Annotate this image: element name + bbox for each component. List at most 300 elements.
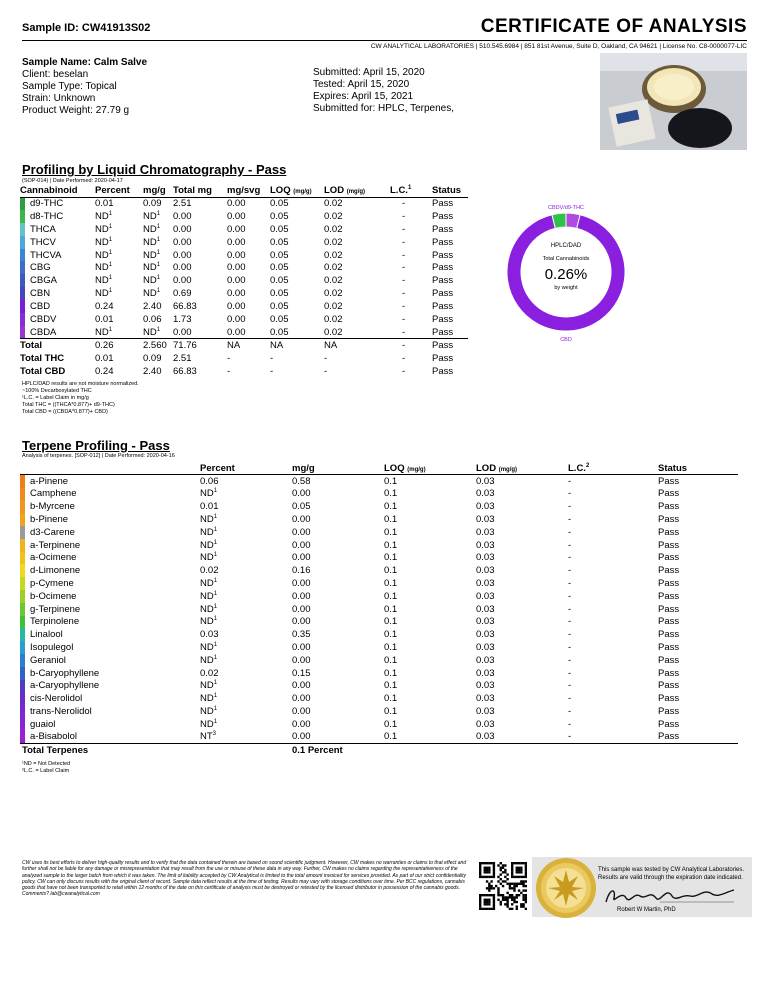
lc: - <box>568 526 572 538</box>
status: Pass <box>658 526 680 538</box>
sample-type: Sample Type: Topical <box>22 81 117 92</box>
lc: - <box>568 706 572 718</box>
document-title: CERTIFICATE OF ANALYSIS <box>480 16 747 37</box>
lc: - <box>402 210 406 222</box>
status: Pass <box>658 475 680 487</box>
loq: 0.1 <box>384 667 398 679</box>
lc: - <box>568 731 572 743</box>
lc: - <box>402 198 406 210</box>
lc: - <box>568 539 572 551</box>
total-mg: 71.76 <box>173 339 227 352</box>
mgg: 2.40 <box>143 301 162 313</box>
loq: 0.1 <box>384 706 398 718</box>
note: Total CBD = ((CBDA*0.877)+ CBD) <box>22 409 108 415</box>
status: Pass <box>432 352 454 364</box>
spacer <box>384 744 476 757</box>
loq: 0.1 <box>384 693 398 705</box>
table-row <box>20 628 738 641</box>
donut-sub-label: by weight <box>554 285 578 291</box>
percent: $ND^1$ <box>200 680 218 692</box>
donut-total-label: Total Cannabinoids <box>542 256 590 262</box>
mgg: 0.35 <box>292 629 311 641</box>
lc: - <box>568 552 572 564</box>
table-row <box>20 641 738 654</box>
lc: - <box>568 501 572 513</box>
lod: 0.03 <box>476 731 495 743</box>
percent: 0.01 <box>200 501 219 513</box>
mgg: 2.560 <box>143 339 173 352</box>
status: Pass <box>658 514 680 526</box>
cannabinoid-name: THCVA <box>30 249 62 261</box>
table-row <box>20 513 738 526</box>
loq: 0.1 <box>384 603 398 615</box>
percent: $ND^1$ <box>95 288 113 300</box>
table-row <box>20 274 468 287</box>
cannabinoid-name: CBD <box>30 301 51 313</box>
terpene-notes <box>22 761 70 775</box>
status: Pass <box>658 693 680 705</box>
loq: 0.1 <box>384 565 398 577</box>
percent: 0.03 <box>200 629 219 641</box>
terpene-name: b-Pinene <box>30 514 69 526</box>
note: Total THC = ((THCA*0.877)+ d9-THC) <box>22 402 115 408</box>
percent: $ND^1$ <box>200 513 218 526</box>
loq: 0.05 <box>270 198 289 210</box>
mgg: 0.58 <box>292 475 311 487</box>
lc: - <box>402 301 406 313</box>
status: Pass <box>432 288 454 300</box>
table-row <box>20 603 738 616</box>
lc: - <box>402 365 406 377</box>
total-mg: 2.51 <box>173 352 192 364</box>
signature-text <box>598 866 744 882</box>
status: Pass <box>432 223 454 235</box>
percent: 0.02 <box>200 667 219 679</box>
status: Pass <box>658 590 680 602</box>
mgg: $ND^1$ <box>143 236 161 248</box>
col-status: Status <box>658 462 738 475</box>
lod: 0.03 <box>476 642 495 654</box>
loq: 0.1 <box>384 680 398 692</box>
status: Pass <box>658 616 680 628</box>
percent: $ND^1$ <box>200 718 218 730</box>
lc: - <box>568 488 572 500</box>
loq: 0.1 <box>384 488 398 500</box>
mgg: 0.15 <box>292 667 311 679</box>
status: Pass <box>658 629 680 641</box>
percent: $ND^1$ <box>200 641 218 654</box>
percent: 0.01 <box>95 198 114 210</box>
product-weight: Product Weight: 27.79 g <box>22 105 130 116</box>
total-terpenes-label: Total Terpenes <box>20 744 200 757</box>
mgg: $ND^1$ <box>143 210 161 222</box>
lc: - <box>402 352 406 364</box>
status: Pass <box>432 236 454 248</box>
cannabinoid-name: THCV <box>30 236 56 248</box>
mgg: 0.00 <box>292 616 311 628</box>
col-lc: L.C.$^1$ <box>390 185 432 197</box>
total-mg: 0.00 <box>173 236 192 248</box>
total-mg: 0.00 <box>173 326 192 338</box>
mgg: 0.00 <box>292 680 311 692</box>
col-loq: LOQ (mg/g) <box>270 185 324 197</box>
cannabinoid-name: d9-THC <box>30 198 64 210</box>
lc: - <box>568 590 572 602</box>
total-mg: 1.73 <box>173 313 192 325</box>
status: Pass <box>432 198 454 210</box>
lod: 0.02 <box>324 275 343 287</box>
lc: - <box>568 629 572 641</box>
mgsvg: - <box>227 365 231 377</box>
lc: - <box>402 236 406 248</box>
lod: 0.03 <box>476 680 495 692</box>
status: Pass <box>658 539 680 551</box>
col-mgg: mg/g <box>292 462 384 475</box>
lc: - <box>402 275 406 287</box>
loq: 0.05 <box>270 262 289 274</box>
table-row <box>20 590 738 603</box>
total-name: Total <box>20 339 95 352</box>
mgg: 0.00 <box>292 526 311 538</box>
terpene-name: a-Pinene <box>30 475 69 487</box>
table-row <box>20 680 738 693</box>
status: Pass <box>432 301 454 313</box>
mgsvg: 0.00 <box>227 313 246 325</box>
status: Pass <box>658 642 680 654</box>
loq: 0.1 <box>384 475 398 487</box>
terpene-name: Terpinolene <box>30 616 80 628</box>
lod: 0.03 <box>476 488 495 500</box>
terpene-name: trans-Nerolidol <box>30 706 92 718</box>
lod: 0.02 <box>324 249 343 261</box>
loq: 0.05 <box>270 313 289 325</box>
mgsvg: 0.00 <box>227 326 246 338</box>
mgg: 0.00 <box>292 718 311 730</box>
lod: 0.03 <box>476 667 495 679</box>
loq: 0.1 <box>384 526 398 538</box>
mgg: 0.00 <box>292 590 311 602</box>
lod: 0.02 <box>324 301 343 313</box>
terpene-name: cis-Nerolidol <box>30 693 83 705</box>
lod: 0.02 <box>324 288 343 300</box>
lc: - <box>568 514 572 526</box>
lod: 0.02 <box>324 313 343 325</box>
mgg: 0.00 <box>292 706 311 718</box>
note: ~100% Decarboxylated THC <box>22 388 92 394</box>
table-row <box>20 287 468 300</box>
total-mg: 66.83 <box>173 365 197 377</box>
col-status: Status <box>432 185 468 197</box>
percent: 0.02 <box>200 565 219 577</box>
mgg: 0.06 <box>143 313 162 325</box>
total-row <box>20 365 468 378</box>
total-mg: 0.00 <box>173 210 192 222</box>
donut-bottom-label: CBD <box>560 337 572 343</box>
loq: - <box>270 365 274 377</box>
loq: 0.05 <box>270 275 289 287</box>
total-mg: 0.00 <box>173 262 192 274</box>
mgsvg: 0.00 <box>227 210 246 222</box>
total-mg: 0.00 <box>173 249 192 261</box>
terpene-name: Camphene <box>30 488 77 500</box>
table-row <box>20 249 468 262</box>
cannabinoid-notes <box>22 381 139 416</box>
mgsvg: 0.00 <box>227 262 246 274</box>
sig-line: Results are valid through the expiration date indicated. <box>598 875 743 881</box>
mgg: 2.40 <box>143 365 162 377</box>
spacer <box>476 744 568 757</box>
percent: $ND^1$ <box>200 654 218 666</box>
lod: 0.03 <box>476 578 495 590</box>
spacer <box>568 744 658 757</box>
terpene-name: a-Ocimene <box>30 552 77 564</box>
lod: 0.02 <box>324 198 343 210</box>
lc: - <box>568 475 572 487</box>
loq: 0.05 <box>270 210 289 222</box>
loq: 0.1 <box>384 552 398 564</box>
percent: $ND^1$ <box>200 705 218 718</box>
col-lod: LOD (mg/g) <box>476 462 568 475</box>
lc: - <box>568 578 572 590</box>
table-row <box>20 718 738 731</box>
lc: - <box>402 223 406 235</box>
mgg: 0.09 <box>143 352 162 364</box>
mgsvg: NA <box>227 339 270 352</box>
percent: 0.24 <box>95 301 114 313</box>
table-row <box>20 654 738 667</box>
lab-info: CW ANALYTICAL LABORATORIES | 510.545.6984 | 851 81st Avenue, Suite D, Oakland, CA 94621 | License No. C8-0000077-LIC <box>370 43 747 50</box>
loq: 0.1 <box>384 642 398 654</box>
table-header-row <box>20 462 738 475</box>
loq: 0.1 <box>384 539 398 551</box>
client: Client: beselan <box>22 69 89 80</box>
status: Pass <box>658 501 680 513</box>
mgg: 0.00 <box>292 693 311 705</box>
cannabinoid-name: d8-THC <box>30 210 64 222</box>
mgsvg: 0.00 <box>227 301 246 313</box>
table-row <box>20 223 468 236</box>
table-row <box>20 692 738 705</box>
col-terpene <box>20 462 200 475</box>
loq: 0.05 <box>270 249 289 261</box>
cannabinoid-name: CBDA <box>30 326 57 338</box>
col-mgsvg: mg/svg <box>227 185 270 197</box>
loq: 0.05 <box>270 288 289 300</box>
status: Pass <box>432 262 454 274</box>
loq: 0.1 <box>384 590 398 602</box>
lod: 0.03 <box>476 616 495 628</box>
percent: 0.06 <box>200 475 219 487</box>
table-row <box>20 526 738 539</box>
status: Pass <box>658 488 680 500</box>
total-mg: 66.83 <box>173 301 197 313</box>
mgg: $ND^1$ <box>143 223 161 235</box>
status: Pass <box>658 731 680 743</box>
percent: $NT^3$ <box>200 731 217 743</box>
donut-method-label: HPLC/DAD <box>550 243 582 249</box>
mgg: $ND^1$ <box>143 288 161 300</box>
mgsvg: 0.00 <box>227 198 246 210</box>
table-row <box>20 236 468 249</box>
terpene-name: p-Cymene <box>30 578 74 590</box>
terpene-name: a-Caryophyllene <box>30 680 100 692</box>
col-total-mg: Total mg <box>173 185 227 197</box>
total-terpenes-value: 0.1 Percent <box>292 744 384 757</box>
lc: - <box>568 680 572 692</box>
status: Pass <box>432 210 454 222</box>
sig-line: This sample was tested by CW Analytical Laboratories. <box>598 867 745 873</box>
mgg: 0.16 <box>292 565 311 577</box>
table-row <box>20 539 738 552</box>
loq: 0.1 <box>384 731 398 743</box>
loq: 0.1 <box>384 578 398 590</box>
mgsvg: 0.00 <box>227 236 246 248</box>
loq: 0.1 <box>384 501 398 513</box>
note: HPLC/DAD results are not moisture normalized. <box>22 381 139 387</box>
total-name: Total CBD <box>20 365 66 377</box>
table-row <box>20 197 468 210</box>
percent: $ND^1$ <box>200 603 218 615</box>
status: Pass <box>432 365 454 377</box>
col-percent: Percent <box>95 185 143 197</box>
status: Pass <box>658 680 680 692</box>
donut-top-label: CBDV/d9-THC <box>547 205 585 211</box>
loq: 0.05 <box>270 326 289 338</box>
table-row <box>20 210 468 223</box>
cannabinoid-donut-chart <box>504 198 628 346</box>
spacer <box>200 744 292 757</box>
lod: 0.03 <box>476 539 495 551</box>
table-row <box>20 667 738 680</box>
mgg: $ND^1$ <box>143 275 161 287</box>
qr-code[interactable] <box>479 862 527 910</box>
terpene-name: guaiol <box>30 718 56 730</box>
cannabinoid-name: CBG <box>30 262 51 274</box>
total-name: Total THC <box>20 352 65 364</box>
col-percent: Percent <box>200 462 292 475</box>
total-row <box>20 339 468 352</box>
total-mg: 2.51 <box>173 198 192 210</box>
status: Pass <box>432 326 454 338</box>
col-loq: LOQ (mg/g) <box>384 462 476 475</box>
table-row <box>20 300 468 313</box>
product-photo <box>600 53 747 150</box>
lod: 0.03 <box>476 706 495 718</box>
terpene-name: b-Myrcene <box>30 501 75 513</box>
lod: 0.02 <box>324 326 343 338</box>
mgg: 0.00 <box>292 731 311 743</box>
lc: - <box>568 667 572 679</box>
percent: $ND^1$ <box>200 577 218 590</box>
status: Pass <box>432 313 454 325</box>
percent: $ND^1$ <box>95 223 113 235</box>
lc: - <box>402 326 406 338</box>
status: Pass <box>432 339 468 352</box>
percent: $ND^1$ <box>95 326 113 338</box>
note: ²L.C. = Label Claim <box>22 768 70 774</box>
mgg: 0.00 <box>292 603 311 615</box>
percent: $ND^1$ <box>200 539 218 551</box>
col-lc: L.C.$^2$ <box>568 462 658 475</box>
test-dates <box>313 67 454 115</box>
expires-date: Expires: April 15, 2021 <box>313 91 414 102</box>
lc: - <box>402 249 406 261</box>
mgg: 0.09 <box>143 198 162 210</box>
table-row <box>20 616 738 629</box>
percent: 0.01 <box>95 313 114 325</box>
lod: - <box>324 352 328 364</box>
lc: - <box>568 603 572 615</box>
status: Pass <box>658 667 680 679</box>
loq: NA <box>270 339 324 352</box>
lod: 0.02 <box>324 223 343 235</box>
percent: $ND^1$ <box>200 616 218 628</box>
mgg: 0.00 <box>292 514 311 526</box>
terpene-name: b-Caryophyllene <box>30 667 100 679</box>
sample-id: Sample ID: CW41913S02 <box>22 22 151 34</box>
terpene-table <box>20 462 738 756</box>
terpene-name: Geraniol <box>30 654 66 666</box>
terpene-name: Isopulegol <box>30 642 74 654</box>
percent: $ND^1$ <box>200 693 218 705</box>
lod: 0.03 <box>476 629 495 641</box>
terpene-name: Linalool <box>30 629 63 641</box>
mgsvg: 0.00 <box>227 288 246 300</box>
total-row <box>20 352 468 365</box>
terpene-section-subtitle: Analysis of terpenes. [SOP-012] | Date Performed: 2020-04-16 <box>22 453 175 459</box>
signature-icon <box>600 884 740 908</box>
mgg: 0.00 <box>292 539 311 551</box>
cannabinoid-section-subtitle: (SOP-014) | Date Performed: 2020-04-17 <box>22 178 123 184</box>
mgsvg: - <box>227 352 231 364</box>
mgg: 0.00 <box>292 488 311 500</box>
mgsvg: 0.00 <box>227 249 246 261</box>
lod: NA <box>324 339 390 352</box>
lod: 0.03 <box>476 552 495 564</box>
mgg: 0.00 <box>292 654 311 666</box>
lc: - <box>402 313 406 325</box>
lod: 0.03 <box>476 501 495 513</box>
lod: 0.02 <box>324 210 343 222</box>
lc: - <box>568 654 572 666</box>
lc: - <box>568 565 572 577</box>
note: ¹L.C. = Label Claim in mg/g <box>22 395 89 401</box>
status: Pass <box>658 552 680 564</box>
lc: - <box>390 339 432 352</box>
status: Pass <box>658 718 680 730</box>
mgg: $ND^1$ <box>143 326 161 338</box>
lod: 0.03 <box>476 590 495 602</box>
mgg: $ND^1$ <box>143 262 161 274</box>
loq: - <box>270 352 274 364</box>
lab-seal-icon <box>534 856 598 920</box>
mgsvg: 0.00 <box>227 275 246 287</box>
loq: 0.1 <box>384 718 398 730</box>
terpene-name: d3-Carene <box>30 526 75 538</box>
percent: $ND^1$ <box>200 552 218 564</box>
percent: $ND^1$ <box>95 275 113 287</box>
loq: 0.05 <box>270 301 289 313</box>
cannabinoid-name: THCA <box>30 223 56 235</box>
lc: - <box>568 718 572 730</box>
table-row <box>20 552 738 565</box>
total-mg: 0.69 <box>173 288 192 300</box>
status: Pass <box>658 565 680 577</box>
note: ¹ND = Not Detected <box>22 761 71 767</box>
loq: 0.1 <box>384 629 398 641</box>
cannabinoid-table <box>20 185 468 377</box>
percent: 0.24 <box>95 365 114 377</box>
